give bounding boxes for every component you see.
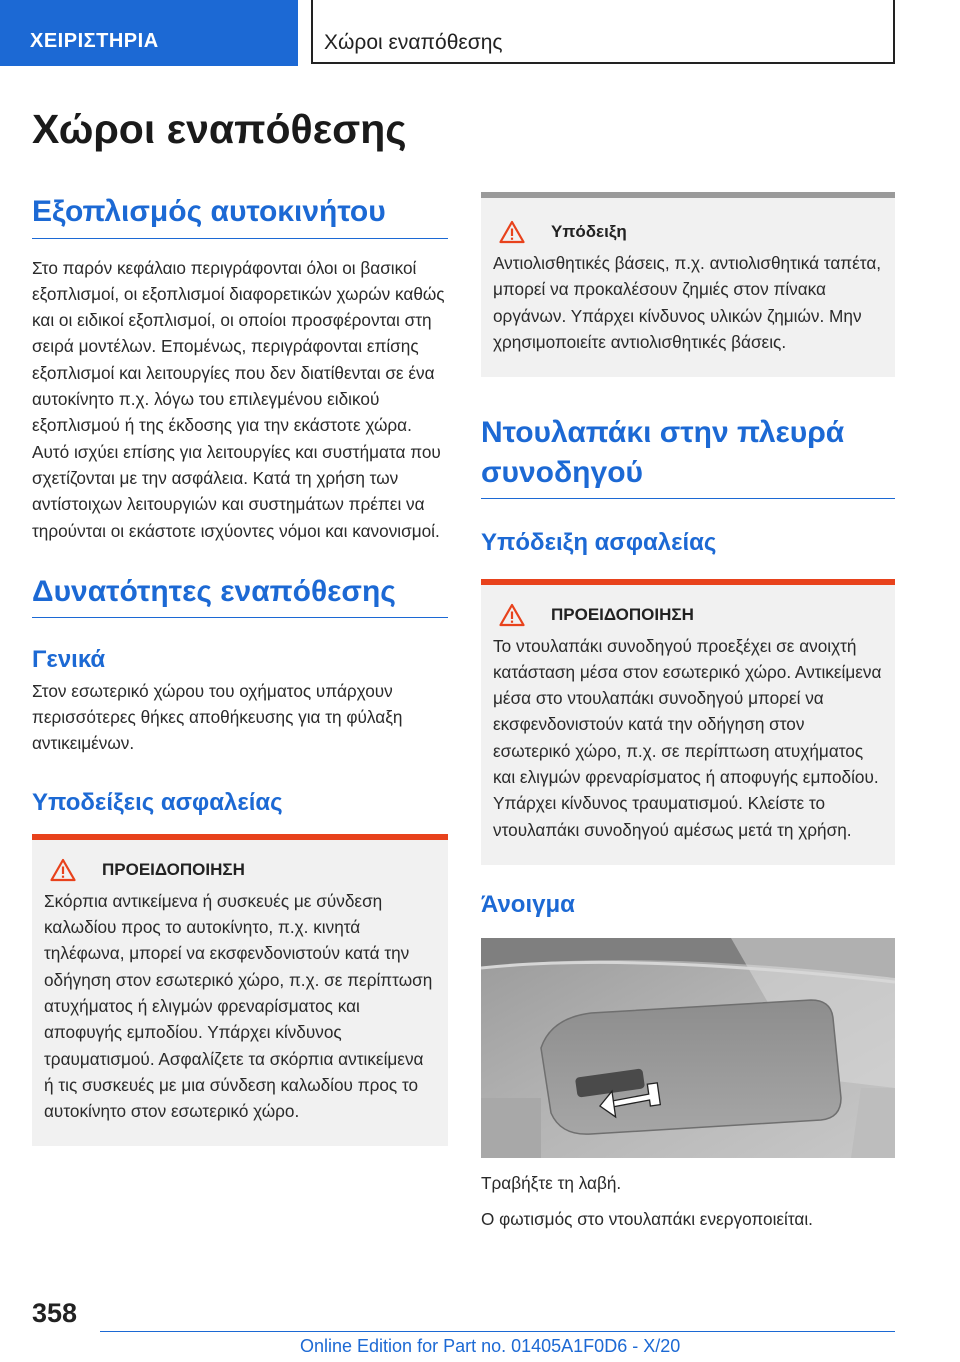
heading-glovebox: Ντουλαπάκι στην πλευρά συνοδηγού <box>481 413 895 499</box>
heading-safety-notes: Υποδείξεις ασφαλείας <box>32 788 283 816</box>
warning-box-loose-objects <box>32 834 448 1147</box>
warning-label: ΠΡΟΕΙΔΟΠΟΙΗΣΗ <box>102 859 245 879</box>
warning-triangle-icon <box>50 858 76 882</box>
warning-text: Σκόρπια αντικείμενα ή συσκευές με σύνδεση καλωδίου προς το αυτοκίνητο, π.χ. κινητά τηλέφωνα, μπορεί να εκσφενδονιστούν κατά την οδήγηση στον εσωτερικό χώρο, π.χ. σε περίπτωση ατυχήματος ή ελιγμών φρεναρίσματος και αποφυγής εμποδίου. Υπάρχει κίνδυνος τραυματισμού. Ασφαλίζετε τα σκόρπια αντικείμενα ή τις συσκευές με μια σύνδεση καλωδίου προς το αυτοκίνητο στον εσωτερικό χώρο. <box>44 890 433 1122</box>
heading-safety-note: Υπόδειξη ασφαλείας <box>481 529 717 557</box>
header-section-title: Χώροι εναπόθεσης <box>324 31 503 54</box>
page-title: Χώροι εναπόθεσης <box>32 106 407 152</box>
heading-storage-options: Δυνατότητες εναπόθεσης <box>32 572 448 619</box>
warning-box-glovebox <box>481 579 895 865</box>
header-divider-left <box>311 0 313 64</box>
footer-edition-link[interactable]: Online Edition for Part no. 01405A1F0D6 - X/20 <box>300 1336 681 1356</box>
warning-triangle-icon <box>499 603 525 627</box>
heading-vehicle-equipment: Εξοπλισμός αυτοκινήτου <box>32 192 448 239</box>
footer-rule <box>100 1331 895 1332</box>
glovebox-photo <box>481 938 895 1158</box>
right-column <box>481 192 895 1233</box>
note-text: Αντιολισθητικές βάσεις, π.χ. αντιολισθητικά ταπέτα, μπορεί να προκαλέσουν ζημιές στον πίνακα οργάνων. Υπάρχει κίνδυνος υλικών ζημιών. Μην χρησιμοποιείτε αντιολισθητικές βάσεις. <box>493 253 882 352</box>
warning-text: Το ντουλαπάκι συνοδηγού προεξέχει σε ανοιχτή κατάσταση μέσα στον εσωτερικό χώρο. Αντικείμενα μέσα στο ντουλαπάκι συνοδηγού μπορεί να εκσφενδονιστούν κατά την οδήγηση στον εσωτερικό χώρο, π.χ. σε περίπτωση ατυχήματος και ελιγμών φρεναρίσματος ή αποφυγής εμποδίου. Υπάρχει κίνδυνος τραυματισμού. Κλείστε το ντουλαπάκι συνοδηγού αμέσως μετά τη χρήση. <box>493 635 882 840</box>
chapter-tab[interactable]: ΧΕΙΡΙΣΤΗΡΙΑ <box>0 0 298 66</box>
note-label: Υπόδειξη <box>551 222 627 241</box>
page-number: 358 <box>32 1298 78 1328</box>
warning-label: ΠΡΟΕΙΔΟΠΟΙΗΣΗ <box>551 604 694 624</box>
paragraph-light-on: Ο φωτισμός στο ντουλαπάκι ενεργοποιείται. <box>481 1209 813 1230</box>
note-box-anti-slip <box>481 192 895 377</box>
warning-triangle-icon <box>499 220 525 244</box>
header-divider-right <box>893 0 895 64</box>
paragraph-pull-handle: Τραβήξτε τη λαβή. <box>481 1173 622 1194</box>
paragraph-general: Στον εσωτερικό χώρου του οχήματος υπάρχουν περισσότερες θήκες αποθήκευσης για τη φύλαξη αντικειμένων. <box>32 680 403 754</box>
heading-opening: Άνοιγμα <box>481 890 575 918</box>
left-column <box>32 192 448 1146</box>
header-underline <box>311 62 895 64</box>
paragraph-vehicle-equipment: Στο παρόν κεφάλαιο περιγράφονται όλοι οι βασικοί εξοπλισμοί, οι εξοπλισμοί διαφορετικών χωρών καθώς και οι ειδικοί εξοπλισμοί, οι οποίοι προσφέρονται στη σειρά μοντέλων. Επομένως, περιγράφονται επίσης εξοπλισμοί και λειτουργίες που δεν διατίθενται σε ένα αυτοκίνητο π.χ. λόγω του επιλεγμένου ειδικού εξοπλισμού ή της έκδοσης για την εκάστοτε χώρα. Αυτό ισχύει επίσης για λειτουργίες και συστήματα που σχετίζονται με την ασφάλεια. Κατά τη χρήση των αντίστοιχων λειτουργιών και συστημάτων πρέπει να τηρούνται οι εκάστοτε ισχύοντες νόμοι και κανονισμοί. <box>32 257 445 541</box>
heading-general: Γενικά <box>32 646 106 674</box>
